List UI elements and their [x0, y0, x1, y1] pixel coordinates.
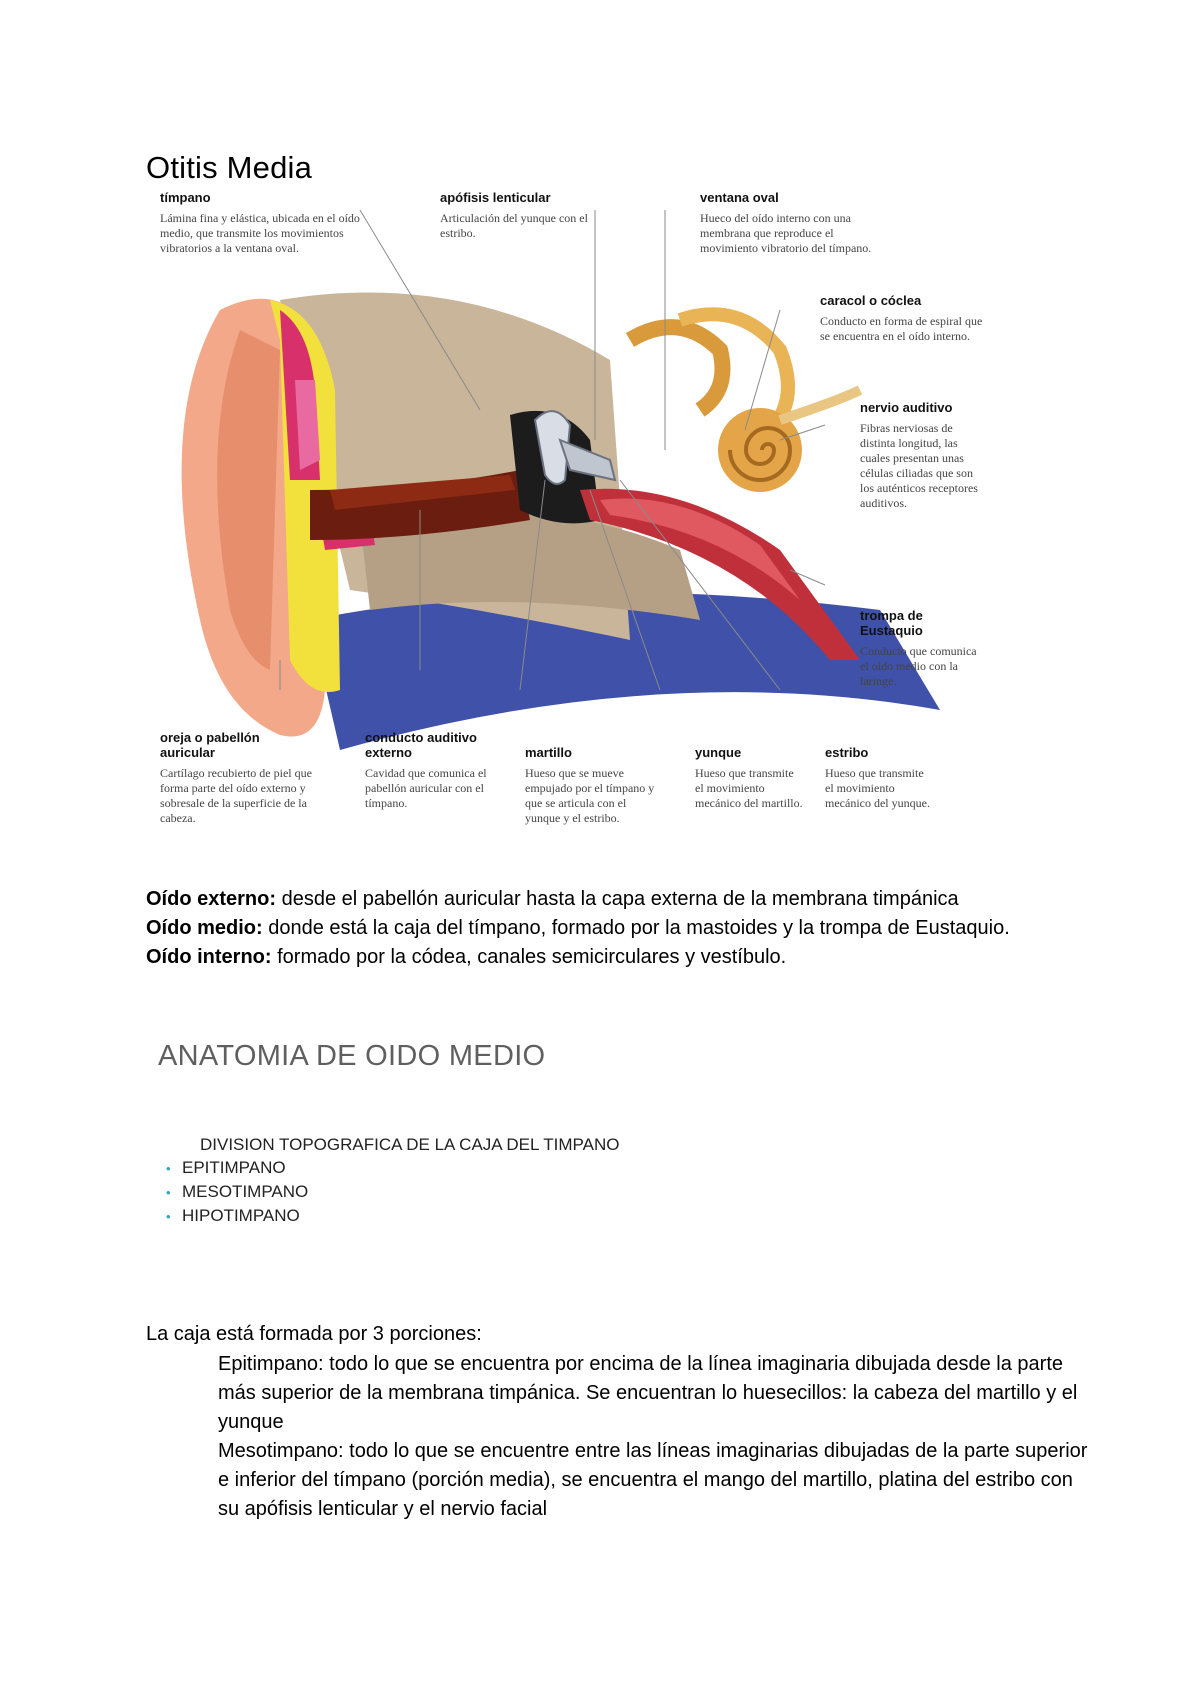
label-heading: yunque [695, 745, 742, 760]
list-item [166, 1180, 308, 1204]
label-martillo [525, 745, 655, 826]
label-oreja [160, 730, 315, 826]
label-yunque [695, 745, 805, 811]
label-heading: oreja o pabellón auricular [160, 730, 260, 760]
porcion-epitimpano: Epitimpano: todo lo que se encuentra por encima de la línea imaginaria dibujada desde la parte más superior de la membrana timpánica. Se encuentran lo huesecillos: la cabeza del martillo y el yunque [218, 1353, 1078, 1433]
label-heading: apófisis lenticular [440, 190, 551, 205]
definition-oido-externo [146, 885, 1066, 914]
ear-definitions [146, 885, 1066, 972]
label-heading: nervio auditivo [860, 400, 953, 415]
label-heading: tímpano [160, 190, 211, 205]
label-trompa-eustaquio [860, 608, 980, 689]
list-item-label: MESOTIMPANO [182, 1182, 309, 1201]
definition-oido-medio [146, 914, 1066, 943]
definition-term: Oído medio: [146, 917, 263, 939]
definition-text: desde el pabellón auricular hasta la capa externa de la membrana timpánica [276, 888, 959, 910]
label-apofisis-lenticular [440, 190, 615, 241]
label-heading: estribo [825, 745, 869, 760]
caja-intro: La caja está formada por 3 porciones: [146, 1323, 482, 1345]
label-description: Conducto que comunica el oído medio con la laringe. [860, 644, 977, 688]
list-item-label: EPITIMPANO [182, 1158, 286, 1177]
list-item [166, 1204, 308, 1228]
ear-anatomy-diagram [160, 190, 1040, 855]
label-heading: ventana oval [700, 190, 779, 205]
bullet-icon: • [166, 1209, 171, 1224]
definition-text: donde está la caja del tímpano, formado por la mastoides y la trompa de Eustaquio. [262, 917, 1010, 939]
porcion-mesotimpano: Mesotimpano: todo lo que se encuentre entre las líneas imaginarias dibujadas de la parte superior e inferior del tímpano (porción media), se encuentra el mango del martillo, platina del estribo con su apófisis lenticular y el nervio facial [218, 1440, 1088, 1520]
label-ventana-oval [700, 190, 875, 256]
label-conducto-auditivo [365, 730, 505, 811]
label-description: Cavidad que comunica el pabellón auricular con el tímpano. [365, 766, 487, 810]
bullet-icon: • [166, 1161, 171, 1176]
page-title: Otitis Media [146, 150, 313, 185]
list-item-label: HIPOTIMPANO [182, 1206, 300, 1225]
list-item [166, 1156, 308, 1180]
label-nervio-auditivo [860, 400, 980, 511]
label-heading: martillo [525, 745, 572, 760]
label-heading: trompa de Eustaquio [860, 608, 923, 638]
label-heading: conducto auditivo externo [365, 730, 477, 760]
section-heading: ANATOMIA DE OIDO MEDIO [158, 1040, 546, 1072]
label-description: Articulación del yunque con el estribo. [440, 211, 588, 240]
label-description: Hueso que transmite el movimiento mecánico del martillo. [695, 766, 803, 810]
label-description: Fibras nerviosas de distinta longitud, las cuales presentan unas células ciliadas que son los auténticos receptores auditivos. [860, 421, 978, 510]
label-description: Cartílago recubierto de piel que forma parte del oído externo y sobresale de la superficie de la cabeza. [160, 766, 312, 825]
label-caracol [820, 293, 990, 344]
bullet-icon: • [166, 1185, 171, 1200]
definition-term: Oído externo: [146, 888, 277, 910]
definition-text: formado por la códea, canales semicirculares y vestíbulo. [271, 946, 787, 968]
division-list [166, 1156, 308, 1228]
division-title: DIVISION TOPOGRAFICA DE LA CAJA DEL TIMPANO [200, 1135, 620, 1154]
definition-oido-interno [146, 943, 1066, 972]
label-heading: caracol o cóclea [820, 293, 922, 308]
label-description: Hueco del oído interno con una membrana que reproduce el movimiento vibratorio del tímpano. [700, 211, 872, 255]
label-description: Lámina fina y elástica, ubicada en el oído medio, que transmite los movimientos vibratorios a la ventana oval. [160, 211, 360, 255]
label-description: Conducto en forma de espiral que se encuentra en el oído interno. [820, 314, 983, 343]
label-timpano [160, 190, 370, 256]
label-description: Hueso que se mueve empujado por el tímpano y que se articula con el yunque y el estribo. [525, 766, 655, 825]
label-estribo [825, 745, 935, 811]
porciones-list [218, 1350, 1088, 1524]
label-description: Hueso que transmite el movimiento mecánico del yunque. [825, 766, 930, 810]
definition-term: Oído interno: [146, 946, 272, 968]
